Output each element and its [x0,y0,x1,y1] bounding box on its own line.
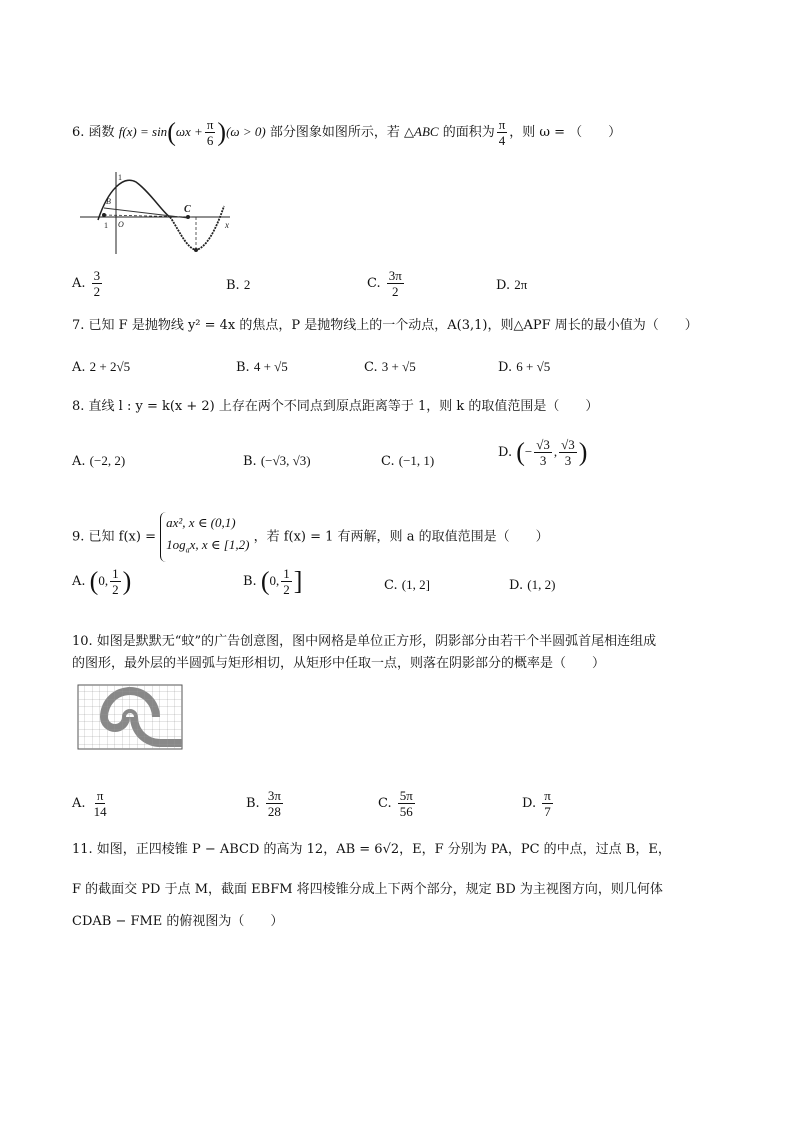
q6-option-c[interactable]: C. $\frac{3\pi}{2}$ [367,268,402,299]
q9-option-b[interactable]: B. (0, $\frac{1}{2}$ ] [243,566,303,597]
q10-option-c[interactable]: C. $\frac{5\pi}{56}$ [378,788,413,819]
graph-label-b: B [106,197,111,206]
q9-stem: 9. 已知 f(x) = ax², x ∈ (0,1) $1og_ax$, x ∈ [1,2) ，若 f(x) = 1 有两解，则 a 的取值范围是（ ） [72,512,549,562]
q11-line-2: F 的截面交 PD 于点 M，截面 EBFM 将四棱锥分成上下两个部分，规定 BD 为主视图方向，则几何体 [72,882,663,897]
q7-option-c[interactable]: C. 3 + √5 [364,359,416,375]
q10-spiral-figure [77,684,183,750]
q6-stem: 6. 函数 f(x) = sin(ωx + $\frac{\pi}{6}$ )(ω > 0) 部分图象如图所示，若 △ABC 的面积为 $\frac{\pi}{4}$ ，则 ω = （ ） [72,117,622,148]
graph-label-o: O [118,220,124,229]
q7-stem: 7. 已知 F 是抛物线 y² = 4x 的焦点，P 是抛物线上的一个动点，A(3,1)，则△APF 周长的最小值为（ ） [72,318,698,333]
q8-option-c[interactable]: C. (−1, 1) [381,453,435,469]
q9-option-d[interactable]: D. (1, 2) [509,577,556,593]
graph-label-x: x [225,220,229,230]
q6-option-b[interactable]: B. 2 [226,277,251,293]
q11-line-3: CDAB − FME 的俯视图为（ ） [72,914,284,929]
q6-option-a[interactable]: A. $\frac{3}{2}$ [72,268,101,299]
q8-option-a[interactable]: A. (−2, 2) [72,453,126,469]
q9-option-a[interactable]: A. (0, $\frac{1}{2}$ ) [72,566,132,597]
q10-line-2: 的图形，最外层的半圆弧与矩形相切，从矩形中任取一点，则落在阴影部分的概率是（ ） [72,656,606,671]
q8-option-b[interactable]: B. (−√3, √3) [243,453,311,469]
q8-stem: 8. 直线 l : y = k(x + 2) 上存在两个不同点到原点距离等于 1，则 k 的取值范围是（ ） [72,399,599,414]
q10-line-1: 10. 如图是默默无“蚊”的广告创意图，图中网格是单位正方形，阴影部分由若干个半圆弧首尾相连组成 [72,634,657,649]
q10-option-a[interactable]: A. $\frac{\pi}{14}$ [72,788,107,819]
q7-option-b[interactable]: B. 4 + √5 [236,359,288,375]
q7-option-d[interactable]: D. 6 + √5 [498,359,551,375]
q6-sine-graph [78,170,238,256]
q11-line-1: 11. 如图，正四棱锥 P − ABCD 的高为 12，AB = 6√2，E，F 分别为 PA，PC 的中点，过点 B，E， [72,842,671,857]
graph-label-c: C [184,204,191,215]
q7-option-a[interactable]: A. 2 + 2√5 [72,359,131,375]
q10-option-d[interactable]: D. $\frac{\pi}{7}$ [522,788,551,819]
graph-label-1: 1 [118,173,122,182]
graph-label-neg1: 1 [104,221,108,230]
q6-option-d[interactable]: D. 2π [496,277,528,293]
q10-option-b[interactable]: B. $\frac{3\pi}{28}$ [246,788,281,819]
q9-option-c[interactable]: C. (1, 2] [384,577,430,593]
q8-option-d[interactable]: D. (− $\frac{√3}{3}$ , $\frac{√3}{3}$ ) [498,437,588,468]
